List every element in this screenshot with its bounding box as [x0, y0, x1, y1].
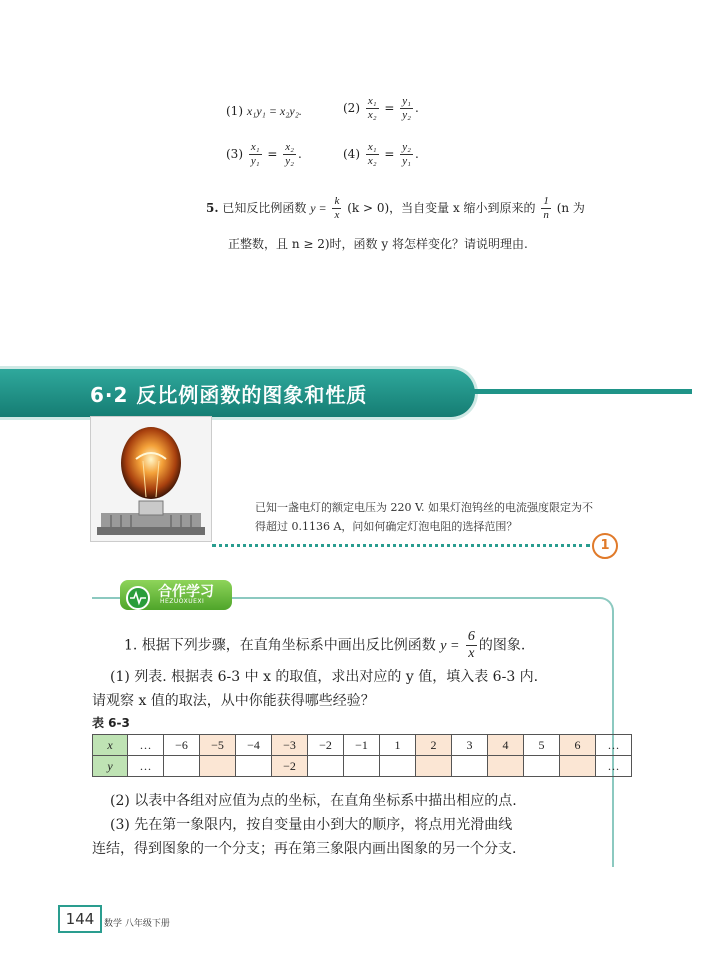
- coop-paragraph-6: 连结，得到图象的一个分支；再在第三象限内画出图象的另一个分支.: [92, 841, 517, 857]
- table-cell-x: 3: [452, 735, 488, 756]
- table-cell-x: …: [596, 735, 632, 756]
- question-5-line2: 正整数，且 n ≥ 2)时，函数 y 将怎样变化？请说明理由.: [228, 237, 528, 251]
- light-bulb-image: [90, 416, 212, 542]
- table-cell-x: −6: [164, 735, 200, 756]
- table-cell-y: [560, 756, 596, 777]
- table-cell-y: …: [128, 756, 164, 777]
- marker-1-badge: 1: [592, 533, 618, 559]
- table-row-y: [93, 756, 632, 777]
- section-title: 6·2 反比例函数的图象和性质: [90, 383, 368, 407]
- cooperative-learning-label: 合作学习: [158, 584, 214, 600]
- table-cell-x: −3: [272, 735, 308, 756]
- heartbeat-icon: [126, 586, 150, 610]
- table-cell-x: −5: [200, 735, 236, 756]
- table-cell-x: 6: [560, 735, 596, 756]
- table-header-x: x: [93, 735, 128, 756]
- question-5-line1: 5. 已知反比例函数 y = $\frac{k}{x}$ (k > 0)，当自变量 x 缩小到原来的 $\frac{1}{n}$ (n 为: [206, 195, 585, 221]
- table-cell-x: 1: [380, 735, 416, 756]
- exercise-item-2: (2) $\frac{\text{x₁}}{\text{x₂}}$ = $\frac{\text{y₁}}{\text{y₂}}$ .: [343, 95, 419, 121]
- table-title: 表 6-3: [92, 716, 130, 730]
- footer-book-title: 数学 八年级下册: [104, 919, 170, 929]
- coop-paragraph-4: (2) 以表中各组对应值为点的坐标，在直角坐标系中描出相应的点.: [110, 793, 517, 809]
- value-table: [92, 734, 632, 777]
- table-cell-y: [452, 756, 488, 777]
- table-cell-y: [344, 756, 380, 777]
- table-cell-y: [236, 756, 272, 777]
- table-cell-x: 2: [416, 735, 452, 756]
- table-cell-y: [488, 756, 524, 777]
- table-cell-x: −4: [236, 735, 272, 756]
- table-cell-y: [164, 756, 200, 777]
- exercise-item-4: (4) $\frac{\text{x₁}}{\text{x₂}}$ = $\frac{\text{y₂}}{\text{y₁}}$ .: [343, 141, 419, 167]
- table-cell-y: [524, 756, 560, 777]
- table-cell-x: −1: [344, 735, 380, 756]
- table-cell-x: 4: [488, 735, 524, 756]
- section-header-line: [470, 389, 692, 394]
- table-cell-y: …: [596, 756, 632, 777]
- dotted-divider: [212, 544, 590, 547]
- table-cell-y: −2: [272, 756, 308, 777]
- coop-paragraph-3: 请观察 x 值的取法，从中你能获得哪些经验？: [92, 693, 375, 709]
- table-header-y: y: [93, 756, 128, 777]
- table-cell-x: 5: [524, 735, 560, 756]
- coop-paragraph-1: 1. 根据下列步骤，在直角坐标系中画出反比例函数 y = $\frac{6}{x}$ 的图象.: [124, 629, 526, 661]
- cooperative-learning-sub: HEZUOXUEXI: [160, 598, 205, 605]
- coop-paragraph-2: (1) 列表. 根据表 6-3 中 x 的取值，求出对应的 y 值，填入表 6-3 内.: [110, 669, 539, 685]
- table-cell-y: [416, 756, 452, 777]
- page-number: 144: [58, 905, 102, 933]
- coop-paragraph-5: (3) 先在第一象限内，按自变量由小到大的顺序，将点用光滑曲线: [110, 817, 513, 833]
- table-cell-x: …: [128, 735, 164, 756]
- table-cell-y: [200, 756, 236, 777]
- table-row-x: [93, 735, 632, 756]
- table-cell-y: [308, 756, 344, 777]
- table-cell-x: −2: [308, 735, 344, 756]
- intro-question-text: 已知一盏电灯的额定电压为 220 V. 如果灯泡钨丝的电流强度限定为不得超过 0.1136 A，问如何确定灯泡电阻的选择范围？: [255, 501, 594, 533]
- exercise-item-1: (1) x₁y₁ = x₂y₂.: [226, 104, 302, 118]
- exercise-item-3: (3) $\frac{\text{x₁}}{\text{y₁}}$ = $\frac{\text{x₂}}{\text{y₂}}$ .: [226, 141, 302, 167]
- table-cell-y: [380, 756, 416, 777]
